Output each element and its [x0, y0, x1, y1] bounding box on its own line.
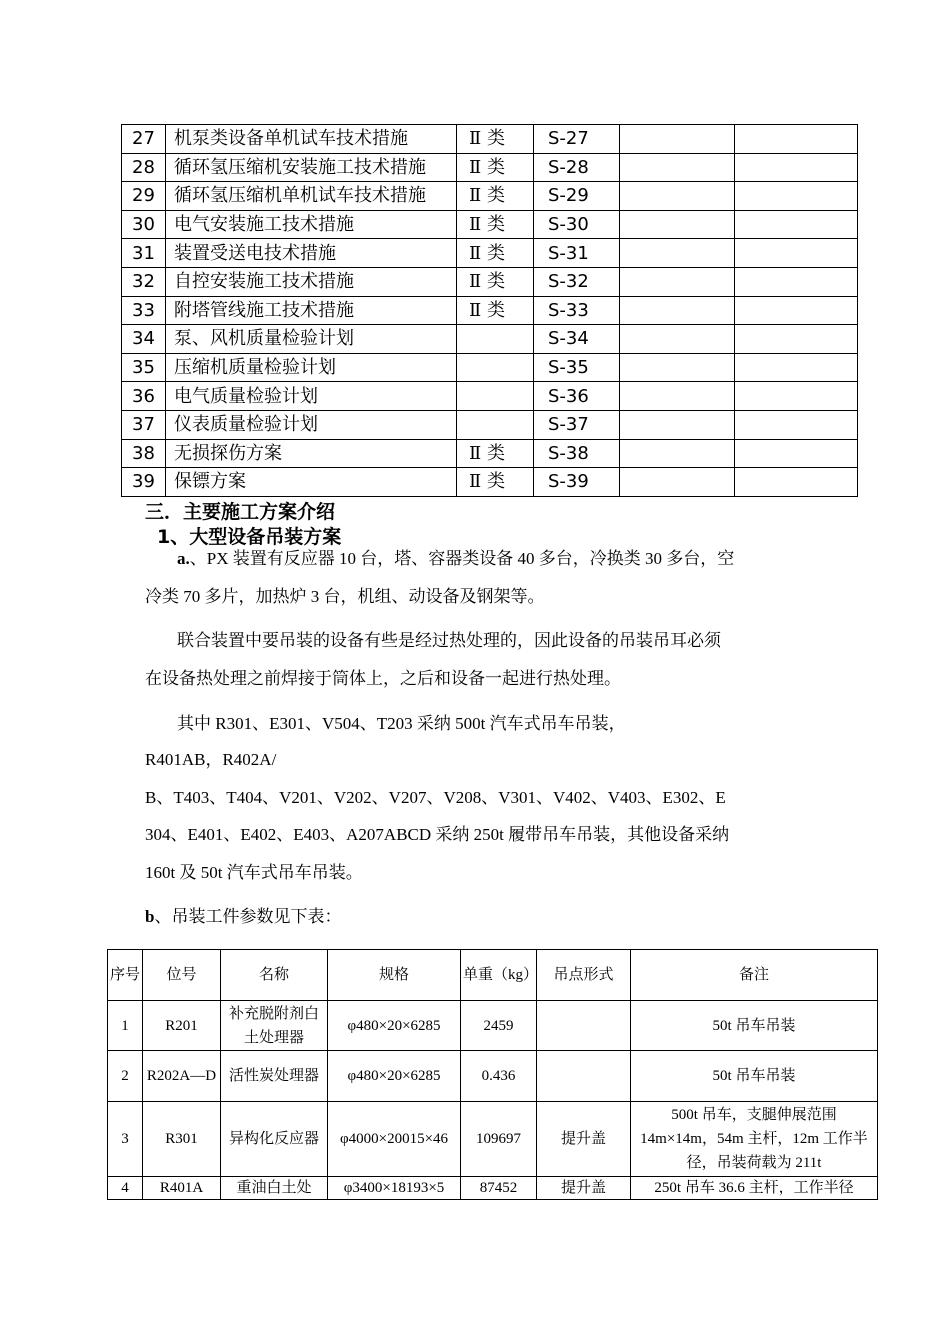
- table-row: [122, 468, 858, 497]
- row-number: 39: [122, 468, 166, 497]
- row-code: S-32: [534, 267, 620, 296]
- paragraph-3-line-5: 160t 及 50t 汽车式吊车吊装。: [145, 863, 363, 882]
- row-empty-2: [735, 353, 858, 382]
- row-empty-1: [620, 325, 735, 354]
- row-code: S-27: [534, 125, 620, 154]
- row-code: S-36: [534, 382, 620, 411]
- row-empty-1: [620, 153, 735, 182]
- row-code: S-28: [534, 153, 620, 182]
- row-spec: φ480×20×6285: [328, 1001, 461, 1051]
- row-class: [457, 410, 534, 439]
- table-row: [122, 410, 858, 439]
- row-lift-point: 提升盖: [537, 1102, 631, 1177]
- row-empty-1: [620, 210, 735, 239]
- row-weight: 0.436: [461, 1051, 537, 1102]
- row-number: 3: [108, 1102, 143, 1177]
- table-row: [108, 1177, 878, 1200]
- row-spec: φ4000×20015×46: [328, 1102, 461, 1177]
- row-class: Ⅱ 类: [457, 468, 534, 497]
- row-note: 250t 吊车 36.6 主杆，工作半径: [631, 1177, 878, 1200]
- paragraph-a-continued: 冷类 70 多片，加热炉 3 台，机组、动设备及钢架等。: [145, 587, 545, 606]
- row-position: R401A: [143, 1177, 221, 1200]
- row-empty-1: [620, 267, 735, 296]
- row-name: 循环氢压缩机单机试车技术措施: [166, 182, 457, 211]
- header-note: 备注: [631, 950, 878, 1001]
- row-note: 500t 吊车，支腿伸展范围 14m×14m，54m 主杆，12m 工作半径，吊装荷载为 211t: [631, 1102, 878, 1177]
- row-class: Ⅱ 类: [457, 267, 534, 296]
- row-code: S-38: [534, 439, 620, 468]
- section-heading: 三．主要施工方案介绍: [145, 501, 336, 523]
- paragraph-a-text: 、PX 装置有反应器 10 台，塔、容器类设备 40 多台，冷换类 30 多台，空: [189, 549, 735, 568]
- table-row: [122, 439, 858, 468]
- row-name: 泵、风机质量检验计划: [166, 325, 457, 354]
- row-empty-2: [735, 296, 858, 325]
- row-empty-1: [620, 410, 735, 439]
- row-class: Ⅱ 类: [457, 239, 534, 268]
- row-name: 保镖方案: [166, 468, 457, 497]
- paragraph-3-line-1: 其中 R301、E301、V504、T203 采纳 500t 汽车式吊车吊装，: [177, 714, 626, 733]
- row-number: 33: [122, 296, 166, 325]
- row-empty-2: [735, 439, 858, 468]
- row-number: 2: [108, 1051, 143, 1102]
- row-name: 仪表质量检验计划: [166, 410, 457, 439]
- row-name: 活性炭处理器: [221, 1051, 328, 1102]
- row-empty-1: [620, 296, 735, 325]
- row-code: S-33: [534, 296, 620, 325]
- row-number: 31: [122, 239, 166, 268]
- paragraph-3-line-3: B、T403、T404、V201、V202、V207、V208、V301、V402、V403、E302、E: [145, 788, 726, 807]
- row-empty-1: [620, 382, 735, 411]
- paragraph-b-text: 、吊装工件参数见下表：: [154, 907, 342, 926]
- header-no: 序号: [108, 950, 143, 1001]
- row-class: Ⅱ 类: [457, 153, 534, 182]
- row-name: 无损探伤方案: [166, 439, 457, 468]
- row-number: 28: [122, 153, 166, 182]
- table-row: [122, 153, 858, 182]
- paragraph-b: [145, 897, 341, 937]
- row-code: S-29: [534, 182, 620, 211]
- row-class: Ⅱ 类: [457, 296, 534, 325]
- paragraph-a: [177, 539, 734, 579]
- table-row: [108, 1102, 878, 1177]
- header-position: 位号: [143, 950, 221, 1001]
- section-subheading: 1、大型设备吊装方案: [157, 526, 342, 548]
- row-empty-1: [620, 468, 735, 497]
- row-name: 附塔管线施工技术措施: [166, 296, 457, 325]
- row-code: S-37: [534, 410, 620, 439]
- header-lift-point: 吊点形式: [537, 950, 631, 1001]
- table-row: [122, 210, 858, 239]
- row-position: R201: [143, 1001, 221, 1051]
- row-empty-2: [735, 210, 858, 239]
- paragraph-2-line-2: 在设备热处理之前焊接于筒体上，之后和设备一起进行热处理。: [145, 669, 621, 688]
- table-row: [122, 353, 858, 382]
- row-code: S-34: [534, 325, 620, 354]
- paragraph-3-line-2: R401AB，R402A/: [145, 750, 277, 769]
- row-note: 50t 吊车吊装: [631, 1051, 878, 1102]
- paragraph-b-label: b: [145, 907, 155, 926]
- row-code: S-30: [534, 210, 620, 239]
- row-name: 电气质量检验计划: [166, 382, 457, 411]
- row-class: [457, 382, 534, 411]
- row-class: Ⅱ 类: [457, 439, 534, 468]
- table-row: [122, 382, 858, 411]
- row-empty-2: [735, 325, 858, 354]
- header-name: 名称: [221, 950, 328, 1001]
- row-class: Ⅱ 类: [457, 182, 534, 211]
- row-number: 29: [122, 182, 166, 211]
- row-empty-2: [735, 267, 858, 296]
- row-lift-point: [537, 1001, 631, 1051]
- paragraph-2-line-1: 联合装置中要吊装的设备有些是经过热处理的，因此设备的吊装吊耳必须: [177, 631, 721, 650]
- table-row: [122, 267, 858, 296]
- row-empty-2: [735, 182, 858, 211]
- row-number: 30: [122, 210, 166, 239]
- row-weight: 109697: [461, 1102, 537, 1177]
- header-spec: 规格: [328, 950, 461, 1001]
- row-position: R202A—D: [143, 1051, 221, 1102]
- row-empty-1: [620, 125, 735, 154]
- row-position: R301: [143, 1102, 221, 1177]
- row-number: 37: [122, 410, 166, 439]
- row-class: [457, 353, 534, 382]
- row-code: S-39: [534, 468, 620, 497]
- row-weight: 2459: [461, 1001, 537, 1051]
- row-note: 50t 吊车吊装: [631, 1001, 878, 1051]
- row-name: 循环氢压缩机安装施工技术措施: [166, 153, 457, 182]
- paragraph-3-line-4: 304、E401、E402、E403、A207ABCD 采纳 250t 履带吊车吊装，其他设备采纳: [145, 825, 730, 844]
- table-row: [122, 239, 858, 268]
- row-empty-2: [735, 239, 858, 268]
- row-weight: 87452: [461, 1177, 537, 1200]
- table-row: [122, 325, 858, 354]
- row-empty-2: [735, 410, 858, 439]
- table-row: [122, 125, 858, 154]
- table-row: [108, 1051, 878, 1102]
- row-empty-1: [620, 182, 735, 211]
- row-number: 34: [122, 325, 166, 354]
- row-spec: φ480×20×6285: [328, 1051, 461, 1102]
- row-name: 自控安装施工技术措施: [166, 267, 457, 296]
- row-empty-1: [620, 439, 735, 468]
- row-number: 38: [122, 439, 166, 468]
- row-empty-2: [735, 153, 858, 182]
- row-empty-2: [735, 125, 858, 154]
- row-empty-1: [620, 353, 735, 382]
- row-number: 27: [122, 125, 166, 154]
- row-empty-2: [735, 382, 858, 411]
- row-number: 32: [122, 267, 166, 296]
- row-lift-point: 提升盖: [537, 1177, 631, 1200]
- row-class: Ⅱ 类: [457, 210, 534, 239]
- row-class: Ⅱ 类: [457, 125, 534, 154]
- row-number: 4: [108, 1177, 143, 1200]
- row-class: [457, 325, 534, 354]
- row-number: 35: [122, 353, 166, 382]
- row-empty-2: [735, 468, 858, 497]
- row-spec: φ3400×18193×5: [328, 1177, 461, 1200]
- row-empty-1: [620, 239, 735, 268]
- row-name: 重油白土处: [221, 1177, 328, 1200]
- row-number: 1: [108, 1001, 143, 1051]
- row-name: 装置受送电技术措施: [166, 239, 457, 268]
- table-row: [122, 296, 858, 325]
- row-name: 压缩机质量检验计划: [166, 353, 457, 382]
- row-number: 36: [122, 382, 166, 411]
- row-name: 机泵类设备单机试车技术措施: [166, 125, 457, 154]
- row-lift-point: [537, 1051, 631, 1102]
- paragraph-a-label: a.: [177, 549, 190, 568]
- lifting-parameters-table: [107, 949, 878, 1200]
- row-code: S-31: [534, 239, 620, 268]
- header-weight: 单重（kg）: [461, 950, 537, 1001]
- row-code: S-35: [534, 353, 620, 382]
- row-name: 异构化反应器: [221, 1102, 328, 1177]
- row-name: 补充脱附剂白土处理器: [221, 1001, 328, 1051]
- table-row: [108, 1001, 878, 1051]
- row-name: 电气安装施工技术措施: [166, 210, 457, 239]
- table-row: [122, 182, 858, 211]
- measures-table: [121, 124, 858, 497]
- table-header-row: [108, 950, 878, 1001]
